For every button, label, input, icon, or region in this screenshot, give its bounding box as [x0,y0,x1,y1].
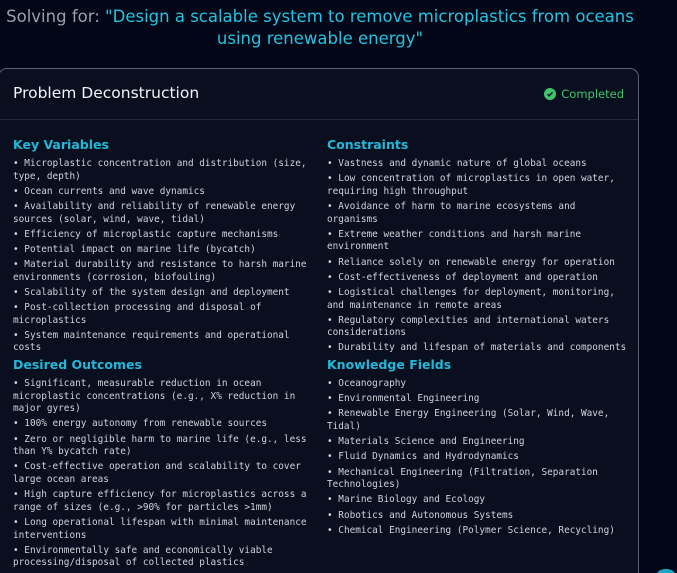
section-title: Constraints [327,137,409,152]
desired-outcomes-list [13,378,313,570]
status-label: Completed [561,87,624,101]
goal-statement: "Design a scalable system to remove microplastics from oceans using renewable energy" [105,7,634,48]
list-item: • Logistical challenges for deployment, monitoring, and maintenance in remote areas [327,287,627,312]
list-item: • Low concentration of microplastics in open water, requiring high throughput [327,173,627,198]
section-title: Desired Outcomes [13,357,142,372]
list-item: • Potential impact on marine life (bycatch) [13,244,313,257]
list-item: • Oceanography [327,378,627,391]
list-item: • Extreme weather conditions and harsh marine environment [327,229,627,254]
list-item: • Availability and reliability of renewable energy sources (solar, wind, wave, tidal) [13,201,313,226]
list-item: • Scalability of the system design and deployment [13,287,313,300]
list-item: • Robotics and Autonomous Systems [327,510,627,523]
list-item: • Cost-effectiveness of deployment and operation [327,272,627,285]
section-title: Knowledge Fields [327,357,452,372]
heading-prefix: Solving for: [6,7,106,26]
list-item: • Avoidance of harm to marine ecosystems and organisms [327,201,627,226]
list-item: • Significant, measurable reduction in ocean microplastic concentrations (e.g., X% reduction in major gyres) [13,378,313,416]
list-item: • Zero or negligible harm to marine life (e.g., less than Y% bycatch rate) [13,434,313,459]
list-item: • 100% energy autonomy from renewable sources [13,418,313,431]
knowledge-fields-list [327,378,627,537]
list-item: • Efficiency of microplastic capture mechanisms [13,229,313,242]
list-item: • Ocean currents and wave dynamics [13,186,313,199]
list-item: • Marine Biology and Ecology [327,494,627,507]
list-item: • Vastness and dynamic nature of global oceans [327,158,627,171]
section-knowledge-fields [327,357,627,540]
section-title: Key Variables [13,137,109,152]
list-item: • Long operational lifespan with minimal maintenance interventions [13,517,313,542]
list-item: • Chemical Engineering (Polymer Science, Recycling) [327,525,627,538]
list-item: • Fluid Dynamics and Hydrodynamics [327,451,627,464]
check-circle-icon [544,88,556,100]
card-header [0,69,638,120]
section-constraints [327,137,627,358]
list-item: • Environmentally safe and economically viable processing/disposal of collected plastics [13,545,313,570]
list-item: • Mechanical Engineering (Filtration, Separation Technologies) [327,467,627,492]
section-key-variables [13,137,313,358]
list-item: • Materials Science and Engineering [327,436,627,449]
list-item: • Renewable Energy Engineering (Solar, Wind, Wave, Tidal) [327,408,627,433]
list-item: • High capture efficiency for microplastics across a range of sizes (e.g., >90% for particles >1mm) [13,489,313,514]
list-item: • Material durability and resistance to harsh marine environments (corrosion, biofouling) [13,259,313,284]
list-item: • Microplastic concentration and distribution (size, type, depth) [13,158,313,183]
constraints-list [327,158,627,355]
list-item: • Durability and lifespan of materials and components [327,342,627,355]
section-desired-outcomes [13,357,313,572]
problem-deconstruction-card [0,68,639,573]
list-item: • Regulatory complexities and international waters considerations [327,315,627,340]
list-item: • Cost-effective operation and scalability to cover large ocean areas [13,461,313,486]
key-variables-list [13,158,313,355]
card-title: Problem Deconstruction [13,84,200,102]
list-item: • Reliance solely on renewable energy for operation [327,257,627,270]
list-item: • System maintenance requirements and operational costs [13,330,313,355]
solving-for-heading [0,6,640,50]
list-item: • Post-collection processing and disposal of microplastics [13,302,313,327]
list-item: • Environmental Engineering [327,393,627,406]
status-badge [544,87,624,101]
floating-action-button[interactable] [655,569,677,573]
